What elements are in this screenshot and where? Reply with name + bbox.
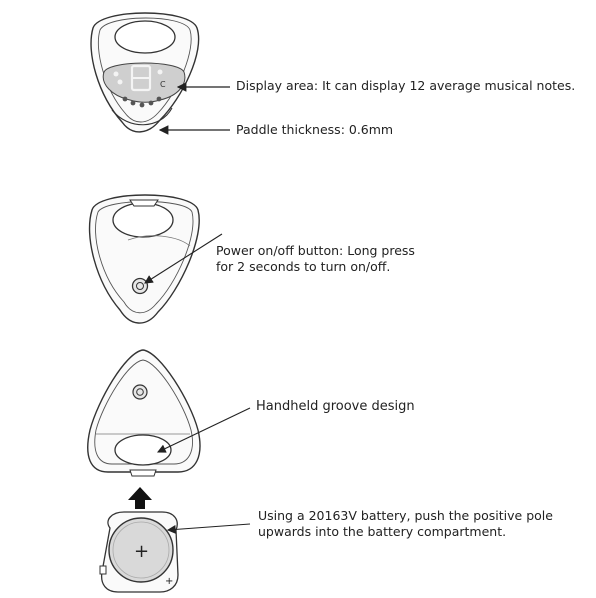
positive-symbol-small: +: [165, 576, 174, 587]
indicator-dot: [114, 72, 119, 77]
latch: [130, 470, 156, 476]
pick-front-view: [91, 13, 199, 132]
display-area-label: Display area: It can display 12 average musical notes.: [236, 78, 576, 93]
battery-label-line2: upwards into the battery compartment.: [258, 524, 507, 539]
battery-compartment: [100, 512, 178, 592]
note-letter: C: [160, 80, 166, 89]
up-arrow-icon: [128, 487, 152, 509]
power-button-label-line2: for 2 seconds to turn on/off.: [216, 259, 391, 274]
battery-label-line1: Using a 20163V battery, push the positive pole: [258, 508, 553, 523]
positive-symbol: +: [134, 541, 150, 562]
paddle-thickness-label: Paddle thickness: 0.6mm: [236, 122, 394, 137]
battery-pointer: [168, 524, 250, 530]
indicator-dot: [118, 80, 123, 85]
top-window: [113, 203, 173, 237]
indicator-dot: [158, 70, 163, 75]
power-button: [133, 279, 148, 294]
top-window: [115, 21, 175, 53]
pick-inverted-view: [88, 350, 200, 476]
groove-label: Handheld groove design: [256, 399, 415, 414]
power-button: [133, 385, 147, 399]
latch: [130, 200, 158, 206]
power-button-label-line1: Power on/off button: Long press: [216, 243, 415, 258]
